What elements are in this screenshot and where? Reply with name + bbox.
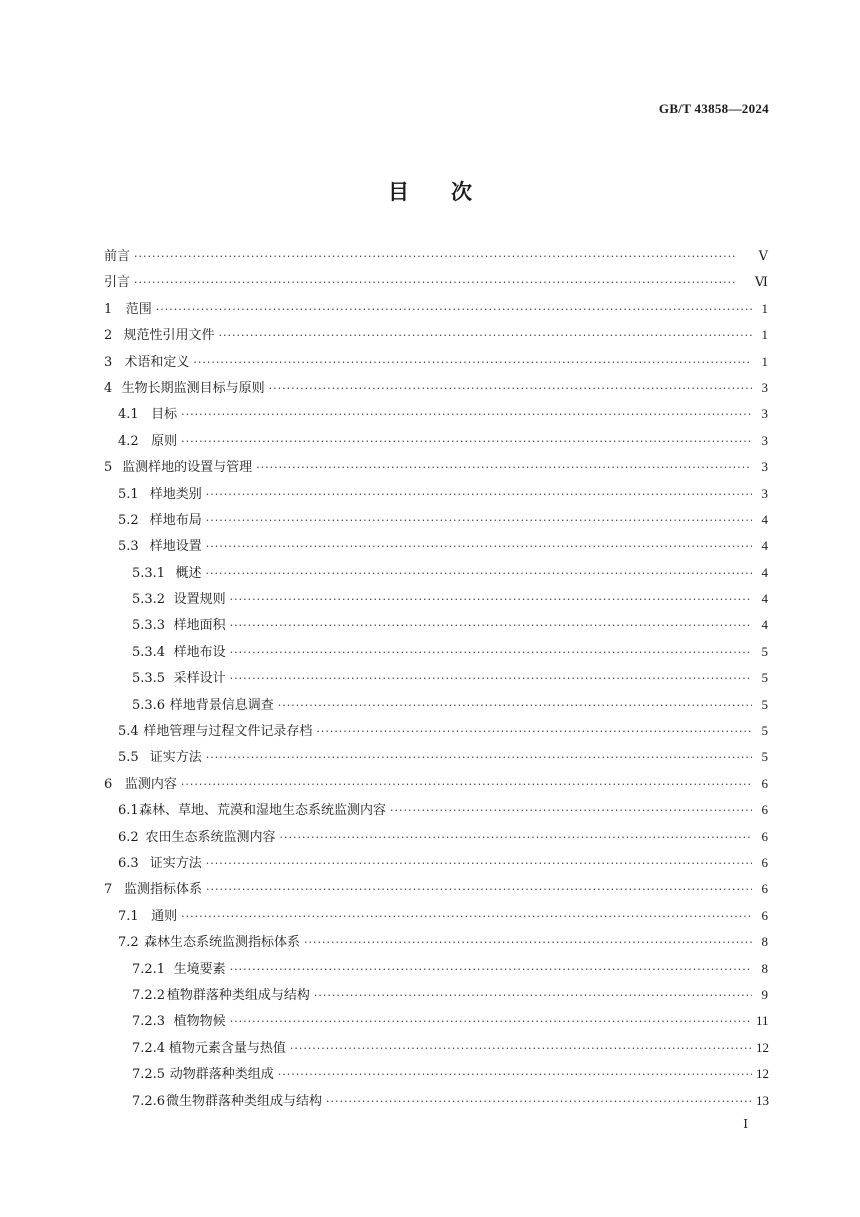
- dot-leader: [181, 904, 752, 930]
- toc-entry-page: 6: [761, 881, 768, 897]
- toc-entry[interactable]: [104, 269, 768, 295]
- toc-entry-number: 5.3.2: [132, 592, 166, 608]
- toc-entry-label: 证实方法: [149, 855, 202, 871]
- toc-entry[interactable]: [104, 481, 768, 507]
- toc-entry[interactable]: [104, 454, 768, 480]
- dot-leader: [206, 561, 752, 587]
- toc-entry-label: 监测内容: [124, 776, 177, 792]
- toc-entry-number: 6.2: [118, 829, 139, 845]
- dot-leader: [219, 323, 753, 349]
- toc-entry-page: 4: [761, 591, 768, 607]
- toc-entry-number: 5.1: [118, 486, 139, 502]
- toc-entry-label: 监测样地的设置与管理: [122, 460, 253, 476]
- toc-entry[interactable]: [104, 850, 768, 876]
- toc-entry-page: 5: [761, 723, 768, 739]
- toc-entry-page: 12: [756, 1039, 769, 1055]
- toc-entry-page: 3: [761, 379, 768, 395]
- toc-entry-page: 3: [761, 406, 768, 422]
- toc-entry[interactable]: [104, 1008, 768, 1034]
- page-title: 目 次: [388, 179, 472, 204]
- toc-entry-page: 3: [761, 459, 768, 475]
- toc-entry-label: 规范性引用文件: [123, 328, 215, 344]
- toc-entry-page: Ⅴ: [758, 248, 768, 263]
- toc-entry[interactable]: [104, 560, 768, 586]
- toc-entry-label: 样地布局: [149, 512, 202, 528]
- toc-entry-page: 4: [761, 564, 768, 580]
- toc-entry-number: 6.1: [118, 803, 139, 819]
- toc-entry[interactable]: [104, 375, 768, 401]
- dot-leader: [304, 930, 752, 956]
- toc-entry-number: 1: [104, 301, 113, 317]
- toc-entry[interactable]: [104, 824, 768, 850]
- dot-leader: [206, 745, 752, 771]
- toc-entry-label: 样地管理与过程文件记录存档: [143, 724, 313, 740]
- toc-entry-number: 5.5: [118, 750, 139, 766]
- toc-entry[interactable]: [104, 639, 768, 665]
- toc-entry[interactable]: [104, 612, 768, 638]
- toc-entry-page: 6: [761, 775, 768, 791]
- dot-leader: [390, 798, 752, 824]
- toc-entry-number: 2: [104, 328, 113, 344]
- dot-leader: [206, 534, 752, 560]
- dot-leader: [230, 640, 752, 666]
- toc-entry[interactable]: [104, 428, 768, 454]
- dot-leader: [206, 508, 752, 534]
- toc-entry-label: 森林、草地、荒漠和湿地生态系统监测内容: [139, 803, 387, 819]
- toc-entry[interactable]: [104, 956, 768, 982]
- toc-entry-label: 样地设置: [149, 539, 202, 555]
- toc-entry-label: 农田生态系统监测内容: [145, 829, 276, 845]
- toc-entry-label: 植物群落种类组成与结构: [166, 987, 310, 1003]
- toc-entry-number: 7.2.5: [132, 1067, 166, 1083]
- dot-leader: [256, 455, 752, 481]
- toc-entry[interactable]: [104, 797, 768, 823]
- toc-entry-number: 4.1: [118, 407, 139, 423]
- toc-entry-number: 7.2.6: [132, 1093, 166, 1109]
- dot-leader: [230, 957, 752, 983]
- toc-entry-label: 植物元素含量与热值: [168, 1040, 286, 1056]
- toc-entry-page: 12: [756, 1066, 769, 1082]
- toc-entry-label: 设置规则: [173, 592, 226, 608]
- toc-entry-number: 5.3.4: [132, 644, 166, 660]
- toc-entry-label: 微生物群落种类组成与结构: [165, 1093, 322, 1109]
- toc-entry-page: 6: [761, 907, 768, 923]
- toc-entry-label: 范围: [125, 301, 152, 317]
- toc-entry-page: 6: [761, 828, 768, 844]
- toc-entry-label: 监测指标体系: [123, 882, 202, 898]
- toc-entry-page: 4: [761, 538, 768, 554]
- toc-entry-label: 生境要素: [173, 961, 226, 977]
- toc-entry-page: 6: [761, 802, 768, 818]
- footer-page-number: Ⅰ: [743, 1117, 748, 1131]
- dot-leader: [230, 666, 752, 692]
- toc-entry-number: 5.3.1: [132, 565, 166, 581]
- dot-leader: [206, 877, 752, 903]
- toc-entry-label: 森林生态系统监测指标体系: [144, 935, 301, 951]
- toc-entry-number: 4: [104, 380, 113, 396]
- toc-entry-page: 1: [761, 327, 768, 343]
- toc-entry[interactable]: [104, 744, 768, 770]
- dot-leader: [156, 297, 752, 323]
- toc-entry-number: 4.2: [118, 433, 139, 449]
- toc-entry-page: 4: [761, 511, 768, 527]
- toc-entry-number: 5.2: [118, 512, 139, 528]
- toc-entry-label: 前言: [104, 249, 131, 264]
- toc-entry[interactable]: [104, 771, 768, 797]
- toc-entry-label: 术语和定义: [124, 354, 190, 370]
- toc-entry-page: 5: [761, 670, 768, 686]
- toc-entry-label: 样地背景信息调查: [169, 697, 274, 713]
- toc-entry-label: 证实方法: [149, 750, 202, 766]
- toc-entry[interactable]: [104, 533, 768, 559]
- toc-entry-label: 样地类别: [149, 486, 202, 502]
- toc-entry-number: 6.3: [118, 855, 139, 871]
- toc-entry-number: 7.1: [118, 908, 139, 924]
- toc-entry[interactable]: [104, 1088, 768, 1114]
- toc-entry-page: 3: [761, 432, 768, 448]
- dot-leader: [181, 402, 752, 428]
- toc-entry-number: 6: [104, 776, 113, 792]
- toc-entry-page: 5: [761, 643, 768, 659]
- toc-entry-label: 采样设计: [173, 671, 226, 687]
- dot-leader: [134, 244, 752, 270]
- dot-leader: [230, 587, 752, 613]
- toc-entry[interactable]: [104, 718, 768, 744]
- toc-entry-page: 11: [756, 1013, 769, 1029]
- dot-leader: [230, 1009, 752, 1035]
- toc-entry[interactable]: [104, 982, 768, 1008]
- toc-entry-label: 通则: [151, 908, 178, 924]
- toc-entry-label: 目标: [151, 407, 178, 423]
- toc-entry[interactable]: [104, 243, 768, 269]
- toc-entry-label: 生物长期监测目标与原则: [121, 380, 265, 396]
- toc-entry[interactable]: [104, 322, 768, 348]
- toc-entry-page: 9: [761, 986, 768, 1002]
- toc-entry-label: 样地面积: [173, 618, 226, 634]
- toc-entry-label: 引言: [104, 275, 131, 291]
- toc-entry-page: 4: [761, 617, 768, 633]
- toc-entry[interactable]: [104, 929, 768, 955]
- toc-entry-number: 7.2.2: [132, 987, 166, 1003]
- toc-entry-page: 1: [761, 300, 768, 316]
- toc-entry-page: 5: [761, 696, 768, 712]
- toc-entry-page: 8: [761, 934, 768, 950]
- dot-leader: [278, 1062, 752, 1088]
- toc-entry-number: 5.3.6: [132, 697, 166, 713]
- toc-entry-number: 7: [104, 882, 113, 898]
- toc-entry-label: 植物物候: [173, 1014, 226, 1030]
- toc-entry-page: 3: [761, 485, 768, 501]
- toc-entry[interactable]: [104, 1035, 768, 1061]
- dot-leader: [290, 1036, 752, 1062]
- dot-leader: [278, 693, 752, 719]
- toc-entry[interactable]: [104, 692, 768, 718]
- dot-leader: [206, 482, 752, 508]
- toc-entry[interactable]: [104, 507, 768, 533]
- toc-entry-page: 6: [761, 854, 768, 870]
- dot-leader: [181, 429, 752, 455]
- toc-entry-page: 8: [761, 960, 768, 976]
- dot-leader: [314, 983, 752, 1009]
- toc-entry-label: 原则: [151, 433, 178, 449]
- table-of-contents: [104, 243, 768, 1114]
- toc-entry[interactable]: [104, 876, 768, 902]
- toc-entry-number: 5: [104, 460, 113, 476]
- standard-code: GB/T 43858—2024: [658, 101, 769, 116]
- toc-entry[interactable]: [104, 296, 768, 322]
- toc-entry[interactable]: [104, 586, 768, 612]
- dot-leader: [193, 350, 752, 376]
- toc-entry-number: 5.3.5: [132, 671, 166, 687]
- toc-entry-page: 13: [756, 1092, 769, 1108]
- toc-entry[interactable]: [104, 665, 768, 691]
- toc-entry-label: 样地布设: [173, 644, 226, 660]
- toc-entry-number: 7.2.4: [132, 1040, 166, 1056]
- dot-leader: [134, 270, 751, 296]
- toc-entry-number: 7.2.1: [132, 961, 166, 977]
- dot-leader: [326, 1089, 752, 1115]
- toc-entry-page: 5: [761, 749, 768, 765]
- dot-leader: [206, 851, 752, 877]
- dot-leader: [230, 613, 752, 639]
- toc-entry[interactable]: [104, 903, 768, 929]
- toc-entry-label: 概述: [175, 565, 202, 581]
- dot-leader: [279, 825, 752, 851]
- dot-leader: [316, 719, 752, 745]
- toc-entry-page: 1: [761, 353, 768, 369]
- toc-entry-number: 5.3.3: [132, 618, 166, 634]
- toc-entry-number: 5.4: [118, 724, 139, 740]
- dot-leader: [269, 376, 752, 402]
- toc-entry-number: 7.2.3: [132, 1014, 166, 1030]
- toc-entry[interactable]: [104, 349, 768, 375]
- toc-entry[interactable]: [104, 1061, 768, 1087]
- toc-entry-page: Ⅵ: [754, 274, 768, 290]
- toc-entry-number: 3: [104, 354, 113, 370]
- toc-entry-number: 5.3: [118, 539, 139, 555]
- toc-entry-number: 7.2: [118, 935, 139, 951]
- toc-entry-label: 动物群落种类组成: [169, 1067, 274, 1083]
- dot-leader: [181, 772, 752, 798]
- toc-entry[interactable]: [104, 401, 768, 427]
